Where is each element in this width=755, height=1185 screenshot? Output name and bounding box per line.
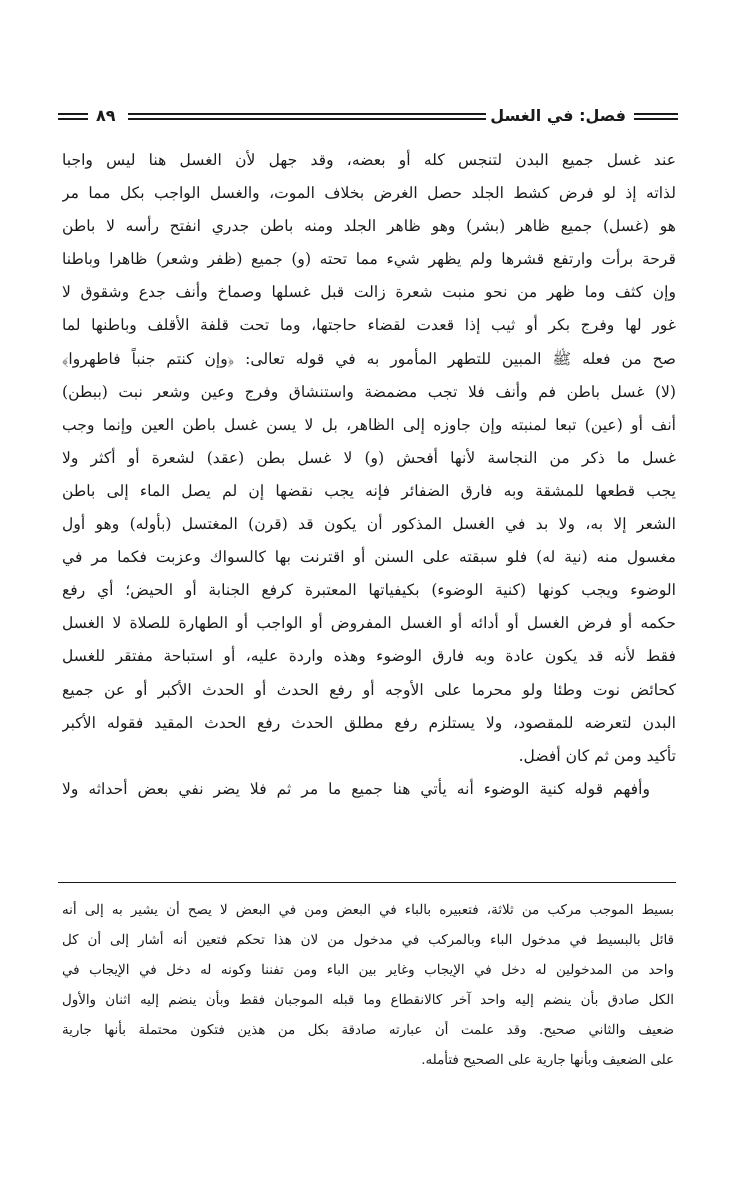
text-line: مغسول منه (نية له) فلو سبقته على السنن أو اقترنت بها كالسواك وعزبت فكما مر في <box>62 548 676 567</box>
text-line: فقط لأنه قد يكون عادة وبه فارق الوضوء وهذه واردة عليه، أو استباحة مفتقر للغسل <box>62 647 676 666</box>
header-rule-middle-lower <box>128 118 486 120</box>
footnote-text <box>62 896 674 1076</box>
page-number: ٨٩ <box>96 106 116 125</box>
header-rule-middle-upper <box>128 113 486 115</box>
main-text <box>62 144 676 806</box>
footnote-line: واحد من المدخولين له دخل في الإيجاب وغاير بين الباء ومن تفننا وكونه له دخل في الإيجاب في <box>62 963 674 978</box>
text-line: أنف أو (عين) تبعا لمنبته وإن جاوزه إلى الظاهر، بل لا يسن غسل باطن العين وإنما وجب <box>62 415 676 434</box>
footnote-divider <box>58 882 676 883</box>
text-line: الوضوء ويجب كونها (كنية الوضوء) بكيفياتها المعتبرة كرفع الجنابة أو الحيض؛ أي رفع <box>62 581 676 600</box>
text-line: وأفهم قوله كنية الوضوء أنه يأتي هنا جميع ما مر ثم فلا يضر نفي بعض أحداثه ولا <box>62 779 650 798</box>
text-line: غور لها وفرج بكر أو ثيب إذا قعدت لقضاء حاجتها، وما تحت قلفة الأقلف وباطنها لما <box>62 316 676 335</box>
text-line: يجب قطعها للمشقة وبه فارق الضفائر فإنه يجب نقضها إن لم يصل الماء إلى باطن <box>62 481 676 500</box>
text-line: غسل ما ذكر من النجاسة لأنها أفحش (و) لا غسل بطن (عقد) لشعرة أو أكثر ولا <box>62 448 676 467</box>
text-line: عند غسل جميع البدن لتنجس كله أو بعضه، وقد جهل لأن الغسل هنا ليس واجبا <box>62 151 676 169</box>
header-rule-right-lower <box>634 118 678 120</box>
text-line: قرحة برأت وارتفع قشرها ولم يظهر شيء مما تحته (و) جميع (ظفر وشعر) ظاهرا وباطنا <box>62 250 676 269</box>
running-header <box>58 104 678 134</box>
footnote-line: على الضعيف وبأنها جارية على الصحيح فتأمله. <box>421 1053 674 1068</box>
header-rule-left-upper <box>58 113 88 115</box>
text-line: كحائض نوت وطئا ولو محرما على الأوجه أو رفع الحدث أو الحدث الأكبر أو عن جميع <box>62 680 676 699</box>
text-line: الشعر إلا به، ولا بد في الغسل المذكور أن يكون قد (قرن) المغتسل (بأوله) وهو أول <box>62 515 676 534</box>
text-line: تأكيد ومن ثم كان أفضل. <box>518 746 676 765</box>
header-rule-left-lower <box>58 118 88 120</box>
text-line: البدن لتعرضه للمقصود، ولا يستلزم رفع مطلق الحدث رفع الحدث المقيد فقوله الأكبر <box>62 713 676 732</box>
footnote-line: قائل بالبسيط في مدخول الباء وبالمركب في مدخول من لان هذا تحكم فتعين أنه أشار إلى أن كل <box>62 933 674 948</box>
header-rule-right-upper <box>634 113 678 115</box>
footnote-line: بسيط الموجب مركب من ثلاثة، فتعبيره بالباء في البعض ومن في البعض لا يصح أن يشير به إلى أنه <box>62 903 674 918</box>
text-line: (لا) غسل باطن فم وأنف فلا تجب مضمضة واستنشاق وفرج وعين وشعر نبت (ببطن) <box>62 382 676 401</box>
footnote-line: ضعيف والثاني صحيح. وقد علمت أن عبارته صادقة بكل من هذين فتكون محتملة بأنها جارية <box>62 1023 674 1038</box>
text-line: هو (غسل) جميع ظاهر (بشر) وهو ظاهر الجلد ومنه باطن جدري انفتح رأسه لا باطن <box>62 217 676 236</box>
chapter-title: فصل: في الغسل <box>490 106 626 125</box>
text-line: صح من فعله ﷺ المبين للتطهر المأمور به في قوله تعالى: ﴿وإن كنتم جنباً فاطهروا﴾ <box>62 349 676 368</box>
text-line: لذاته إذ لو فرض كشط الجلد حصل الغرض بخلاف الموت، والغسل الواجب بكل مما مر <box>62 184 676 203</box>
footnote-line: الكل صادق بأن ينضم إليه واحد آخر كالانقطاع وما قبله الموجبان فقط وبأن ينضم إليه اثنان والأول <box>62 993 674 1008</box>
text-line: حكمه أو فرض الغسل أو أدائه أو الغسل المفروض أو الواجب أو الطهارة للصلاة لا الغسل <box>62 614 676 633</box>
text-line: وإن كثف وما ظهر من نحو منبت شعرة زالت قبل غسلها وصماخ وأنف جدع وشقوق لا <box>62 283 676 302</box>
